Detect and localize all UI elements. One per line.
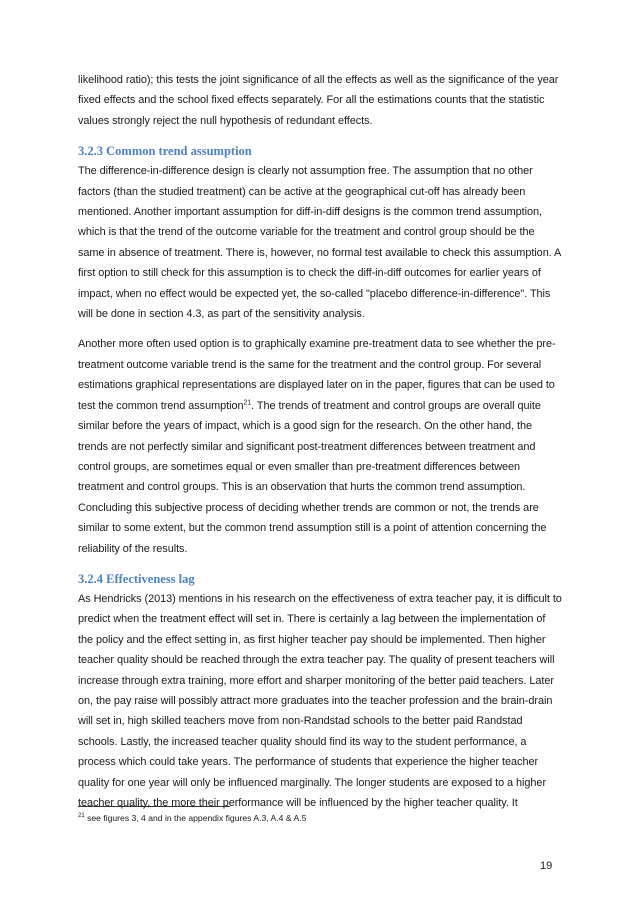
footnote-text: see figures 3, 4 and in the appendix figures A.3, A.4 & A.5	[84, 813, 307, 823]
footnote-reference[interactable]: 21	[243, 399, 252, 407]
section-heading-effectiveness-lag: 3.2.4 Effectiveness lag	[78, 571, 195, 586]
common-trend-paragraph-2	[78, 334, 563, 558]
footnote	[78, 812, 306, 824]
page-body	[78, 70, 563, 823]
footnote-number: 21	[78, 813, 85, 820]
effectiveness-lag-paragraph: As Hendricks (2013) mentions in his research on the effectiveness of extra teacher pay, it is difficult to predict when the treatment effect will set in. There is certainly a lag between the implementation of the policy and the effect setting in, as first higher teacher pay should be implemented. Then higher teacher quality should be reached through the extra teacher pay. The quality of present teachers will increase through extra training, more effort and sharper monitoring of the better paid teachers. Later on, the pay raise will possibly attract more graduates into the teacher profession and the brain-drain will set in, high skilled teachers move from non-Randstad schools to the better paid Randstad schools. Lastly, the increased teacher quality should find its way to the student performance, a process which could take years. The performance of students that experience the higher teacher quality for one year will only be influenced marginally. The longer students are exposed to a higher teacher quality, the more their performance will be influenced by the higher teacher quality. It	[78, 592, 562, 809]
paragraph-text: . The trends of treatment and control groups are overall quite similar before the years of impact, which is a good sign for the research. On the other hand, the trends are not perfectly similar and significant post-treatment differences between treatment and control groups, are sometimes equal or even smaller than pre-treatment differences between treatment and control groups. This is an observation that hurts the common trend assumption. Concluding this subjective process of deciding whether trends are common or not, the trends are similar to some extent, but the common trend assumption still is a point of attention concerning the reliability of the results.	[78, 399, 547, 555]
footnote-separator	[78, 806, 230, 807]
common-trend-paragraph-1: The difference-in-difference design is clearly not assumption free. The assumption that no other factors (than the studied treatment) can be active at the geographical cut-off has already been mentioned. Another important assumption for diff-in-diff designs is the common trend assumption, which is that the trend of the outcome variable for the treatment and control group should be the same in absence of treatment. There is, however, no formal test available to check this assumption. A first option to still check for this assumption is to check the diff-in-diff outcomes for earlier years of impact, when no effect would be expected yet, the so-called "placebo difference-in-difference". This will be done in section 4.3, as part of the sensitivity analysis.	[78, 165, 561, 321]
intro-paragraph: likelihood ratio); this tests the joint significance of all the effects as well as the significance of the year fixed effects and the school fixed effects separately. For all the estimations counts that the statistic values strongly reject the null hypothesis of redundant effects.	[78, 74, 559, 127]
page-number: 19	[540, 860, 553, 872]
section-heading-common-trend: 3.2.3 Common trend assumption	[78, 144, 252, 159]
paragraph-text: Another more often used option is to graphically examine pre-treatment data to see whether the pre-treatment outcome variable trend is the same for the treatment and the control group. For several estimations graphical representations are displayed later on in the paper, figures that can be used to test the common trend assumption	[78, 338, 556, 412]
